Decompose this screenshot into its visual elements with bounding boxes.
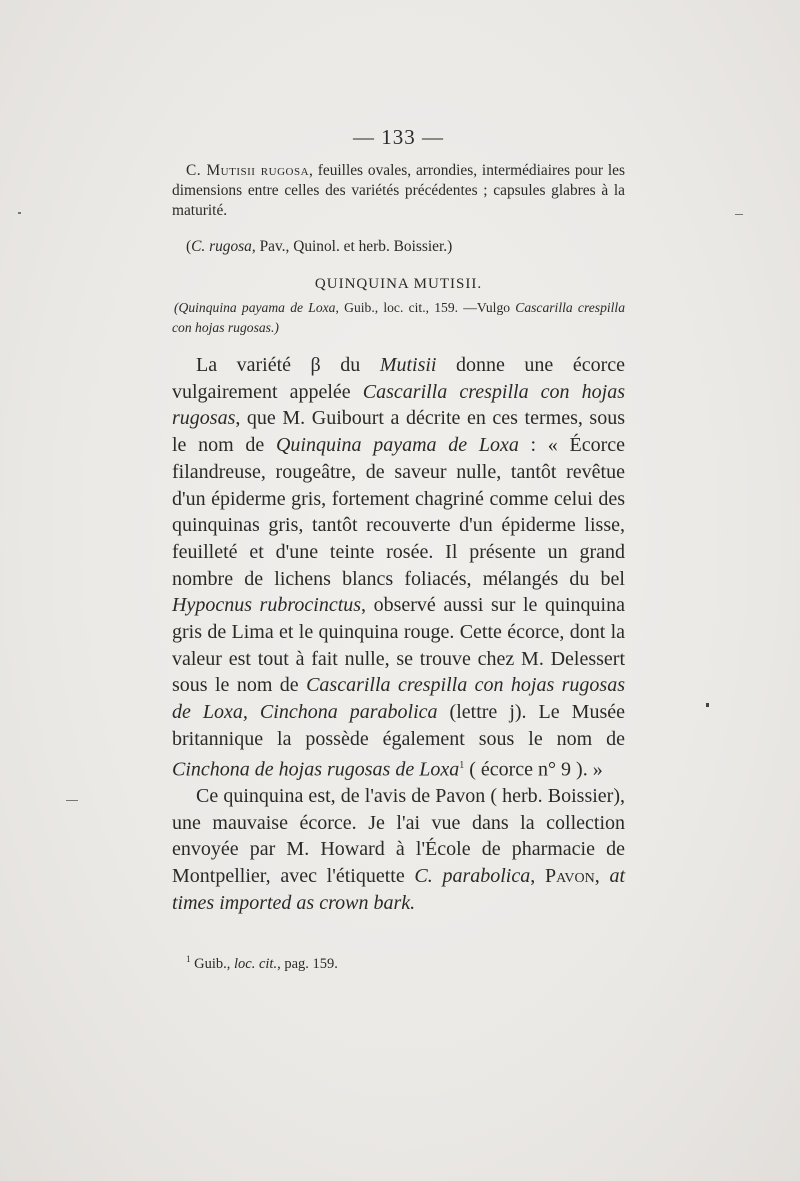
p1-italic-2: Cascarilla crespilla con hojas rugosas: [172, 380, 625, 430]
footnote-number: 1: [186, 954, 191, 965]
p1-text-4: : « Écorce filandreuse, rougeâtre, de saveur nulle, tantôt revêtue d'un épiderme gris, fortement chagriné comme celui des quinquinas gris, tantôt recouverte d'un épiderme lisse, feuilleté et d'une teinte rosée. Il présente un grand nombre de lichens blancs foliacés, mélangés du bel: [172, 434, 625, 590]
p1-text-1: La variété β du: [196, 354, 380, 376]
synonym-note: (Quinquina payama de Loxa, Guib., loc. cit., 159. —Vulgo Cascarilla crespilla con hojas rugosas.): [172, 300, 625, 335]
p2-smallcaps-1: Pavon: [544, 865, 595, 888]
p1-text-6: (lettre j). Le Musée britannique la possède également sous le nom de: [172, 701, 625, 750]
footnote-ref: 1: [459, 759, 465, 771]
footnote: [186, 949, 625, 974]
p1-italic-5: Cascarilla crespilla con hojas rugosas de Loxa, Cinchona parabolica: [172, 674, 625, 724]
note-reference: , Guib., loc. cit., 159. —Vulgo: [335, 300, 516, 315]
p2-text-2: ,: [530, 865, 545, 888]
p1-text-2: donne une écorce vulgairement appelée: [172, 354, 625, 403]
paragraph-pavon: [172, 783, 625, 917]
p1-italic-4: Hypocnus rubrocinctus: [172, 594, 362, 617]
variety-description: [172, 161, 625, 221]
margin-speck: [18, 212, 21, 214]
footnote-text-1: Guib.,: [190, 956, 234, 973]
note-vulgar-name: Cascarilla crespilla con hojas rugosas.: [172, 300, 625, 335]
p2-italic-1: C. parabolica: [414, 865, 531, 888]
p1-italic-6: Cinchona de hojas rugosas de Loxa: [172, 758, 460, 781]
margin-speck: [706, 703, 709, 707]
page-number: — 133 —: [353, 125, 444, 149]
p1-text-7: ( écorce n° 9 ). »: [464, 758, 603, 781]
note-name: Quinquina payama de Loxa: [178, 300, 336, 315]
footnote-italic: loc. cit.: [234, 956, 278, 973]
p2-text-1: Ce quinquina est, de l'avis de Pavon ( herb. Boissier), une mauvaise écorce. Je l'ai vue dans la collection envoyée par M. Howard à l'École de pharmacie de Montpellier, avec l'étiquette: [172, 784, 625, 888]
paragraph-description: [172, 352, 625, 783]
margin-speck: [66, 800, 78, 801]
footnote-text-2: , pag. 159.: [277, 956, 338, 973]
text-block: [172, 125, 625, 974]
variety-text: , feuilles ovales, arrondies, intermédiaires pour les dimensions entre celles des variétés précédentes ; capsules glabres à la maturité.: [172, 162, 625, 219]
p1-text-3: , que M. Guibourt a décrite en ces termes, sous le nom de: [172, 407, 625, 457]
margin-speck: [735, 214, 743, 215]
p1-text-5: , observé aussi sur le quinquina gris de Lima et le quinquina rouge. Cette écorce, dont la valeur est tout à fait nulle, se trouve chez M. Delessert sous le nom de: [172, 594, 625, 697]
p1-italic-3: Quinquina payama de Loxa: [275, 434, 519, 457]
section-heading: QUINQUINA MUTISII.: [314, 276, 483, 292]
p2-italic-2: at times imported as crown bark.: [172, 865, 625, 914]
footnote-separator: [172, 934, 625, 935]
variety-synonym: (C. rugosa, Pav., Quinol. et herb. Boissier.): [186, 238, 453, 255]
synonym-reference: , Pav., Quinol. et herb. Boissier.: [251, 238, 448, 255]
variety-name: C. Mutisii rugosa: [186, 162, 310, 179]
p2-text-3: ,: [594, 865, 610, 888]
synonym-species: C. rugosa: [191, 238, 252, 255]
p1-italic-1: Mutisii: [379, 354, 437, 376]
